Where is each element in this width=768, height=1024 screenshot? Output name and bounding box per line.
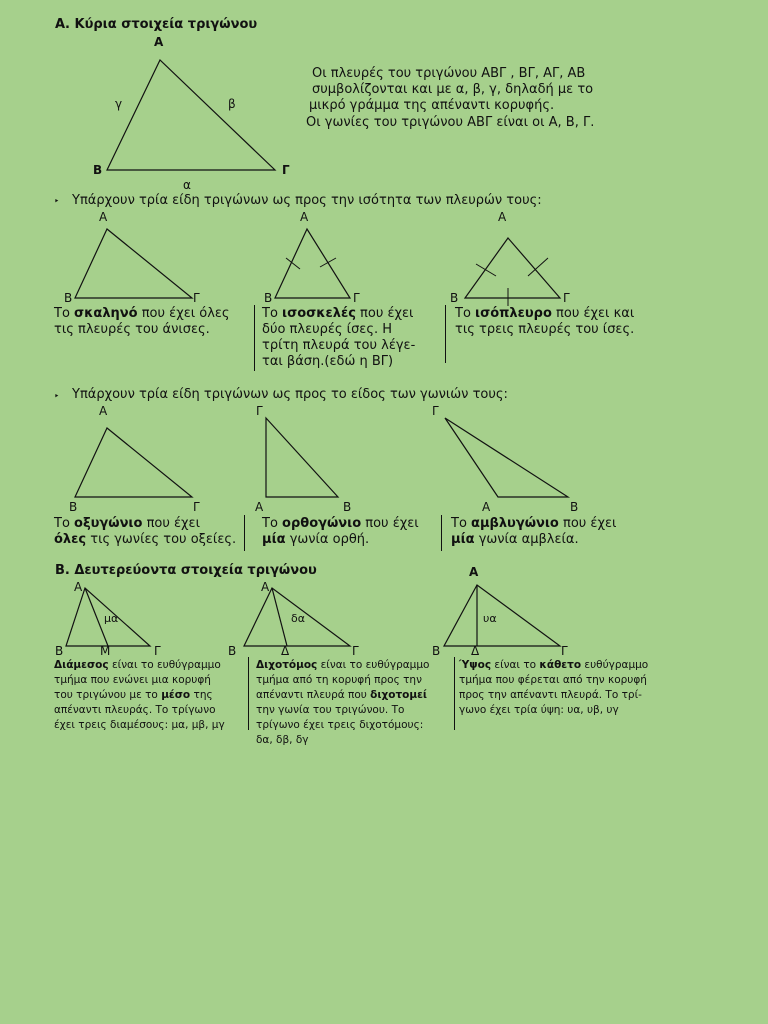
altitude-desc-line-4: γωνο έχει τρία ύψη: υα, υβ, υγ (459, 704, 619, 716)
intro-line-2: συμβολίζονται και με α, β, γ, δηλαδή με το (312, 82, 594, 97)
altitude-d-label: Δ (471, 644, 480, 658)
scalene-b-label: Β (64, 291, 73, 305)
isosceles-desc-line-2: δύο πλευρές ίσες. Η (262, 322, 393, 337)
section-b-title: Β. Δευτερεύοντα στοιχεία τριγώνου (55, 563, 317, 578)
bisector-d-label: Δ (281, 644, 290, 658)
equilateral-desc-line-1: Το ισόπλευρο που έχει και (455, 306, 635, 321)
acute-term: οξυγώνιο (74, 516, 143, 531)
altitude-top-label: Α (469, 565, 479, 579)
obtuse-desc-line-1: Το αμβλυγώνιο που έχει (451, 516, 617, 531)
vertex-b-label: Β (93, 163, 103, 177)
bullet-icon: ‣ (54, 197, 60, 207)
divider (248, 657, 249, 730)
median-segment-label: μα (104, 612, 119, 625)
isosceles-g-label: Γ (353, 291, 360, 305)
divider (244, 515, 245, 551)
main-triangle (107, 60, 275, 170)
bisector-g-label: Γ (352, 644, 359, 658)
obtuse-right-label: Β (570, 500, 579, 514)
bullet-icon: ‣ (54, 392, 60, 402)
right-left-label: Α (255, 500, 264, 514)
acute-desc-line-1: Το οξυγώνιο που έχει (54, 516, 200, 531)
section-a-title: Α. Κύρια στοιχεία τριγώνου (55, 17, 258, 32)
obtuse-top-label: Γ (432, 404, 439, 418)
isosceles-desc-line-3: τρίτη πλευρά του λέγε- (262, 338, 416, 353)
bisector-desc-line-1: Διχοτόμος είναι το ευθύγραμμο (256, 659, 430, 671)
acute-top-label: Α (99, 404, 108, 418)
bisector-desc-line-5: τρίγωνο έχει τρεις διχοτόμους: (256, 719, 424, 731)
scalene-term: σκαληνό (74, 306, 138, 321)
isosceles-a-label: Α (300, 210, 309, 224)
obtuse-term: αμβλυγώνιο (471, 516, 559, 531)
vertex-g-label: Γ (282, 163, 290, 177)
bisector-b-label: Β (228, 644, 237, 658)
side-g-label: γ (115, 97, 123, 111)
scalene-triangle (75, 229, 192, 298)
equilateral-g-label: Γ (563, 291, 570, 305)
right-top-label: Γ (256, 404, 263, 418)
right-desc-line-2: μία γωνία ορθή. (262, 532, 370, 547)
intro-line-3: μικρό γράμμα της απέναντι κορυφής. (309, 98, 555, 113)
divider (454, 657, 455, 730)
median-b-label: Β (55, 644, 64, 658)
obtuse-left-label: Α (482, 500, 491, 514)
side-a-label: α (183, 178, 191, 192)
intro-line-4: Οι γωνίες του τριγώνου ΑΒΓ είναι οι Α, Β, Γ. (306, 115, 595, 130)
sides-heading: Υπάρχουν τρία είδη τριγώνων ως προς την ισότητα των πλευρών τους: (72, 193, 542, 208)
bisector-a-label: Α (261, 580, 270, 594)
equilateral-term: ισόπλευρο (475, 306, 552, 321)
scalene-g-label: Γ (193, 291, 200, 305)
median-desc-line-2: τμήμα που ενώνει μια κορυφή (54, 674, 211, 686)
right-desc-line-1: Το ορθογώνιο που έχει (262, 516, 419, 531)
obtuse-desc-line-2: μία γωνία αμβλεία. (451, 532, 579, 547)
altitude-triangle (444, 585, 560, 646)
isosceles-term: ισοσκελές (282, 306, 356, 321)
bisector-segment (272, 588, 287, 646)
bisector-desc-line-2: τμήμα από τη κορυφή προς την (256, 674, 422, 686)
median-a-label: Α (74, 580, 83, 594)
altitude-b-label: Β (432, 644, 441, 658)
angles-heading: Υπάρχουν τρία είδη τριγώνων ως προς το είδος των γωνιών τους: (72, 387, 508, 402)
scalene-desc-line-2: τις πλευρές του άνισες. (54, 322, 210, 337)
acute-desc-line-2: όλες τις γωνίες του οξείες. (54, 532, 237, 547)
median-desc-line-5: έχει τρεις διαμέσους: μα, μβ, μγ (54, 719, 225, 731)
altitude-desc-line-3: προς την απέναντι πλευρά. Το τρί- (459, 689, 642, 701)
acute-triangle (75, 428, 192, 497)
acute-right-label: Γ (193, 500, 200, 514)
right-triangle (266, 418, 338, 497)
isosceles-desc-line-1: Το ισοσκελές που έχει (262, 306, 414, 321)
acute-left-label: Β (69, 500, 78, 514)
intro-line-1: Οι πλευρές του τριγώνου ΑΒΓ , ΒΓ, ΑΓ, ΑΒ (312, 66, 586, 81)
altitude-term: Ύψος (459, 659, 492, 671)
equilateral-triangle (465, 238, 560, 298)
equilateral-desc-line-2: τις τρεις πλευρές του ίσες. (455, 322, 635, 337)
equilateral-a-label: Α (498, 210, 507, 224)
divider (445, 305, 446, 363)
equilateral-b-label: Β (450, 291, 459, 305)
bisector-segment-label: δα (291, 612, 305, 625)
median-desc-line-1: Διάμεσος είναι το ευθύγραμμο (54, 659, 221, 671)
bisector-desc-line-4: την γωνία του τριγώνου. Το (256, 704, 405, 716)
right-right-label: Β (343, 500, 352, 514)
bisector-term: Διχοτόμος (256, 659, 318, 671)
median-g-label: Γ (154, 644, 161, 658)
scalene-a-label: Α (99, 210, 108, 224)
altitude-desc-line-2: τμήμα που φέρεται από την κορυφή (459, 674, 647, 686)
isosceles-b-label: Β (264, 291, 273, 305)
obtuse-triangle (445, 418, 568, 497)
equilateral-tick-left (476, 264, 496, 276)
median-term: Διάμεσος (54, 659, 109, 671)
divider (441, 515, 442, 551)
bisector-desc-line-3: απέναντι πλευρά που διχοτομεί (256, 689, 428, 701)
divider (254, 305, 255, 371)
isosceles-triangle (275, 229, 350, 298)
median-desc-line-4: απέναντι πλευράς. Το τρίγωνο (54, 704, 216, 716)
isosceles-desc-line-4: ται βάση.(εδώ η ΒΓ) (262, 354, 394, 369)
side-b-label: β (228, 97, 236, 111)
median-m-label: Μ (100, 644, 111, 658)
altitude-g-label: Γ (561, 644, 568, 658)
median-desc-line-3: του τριγώνου με το μέσο της (54, 689, 213, 701)
right-term: ορθογώνιο (282, 516, 362, 531)
vertex-a-label: Α (154, 35, 164, 49)
altitude-desc-line-1: Ύψος είναι το κάθετο ευθύγραμμο (459, 659, 649, 671)
scalene-desc-line-1: Το σκαληνό που έχει όλες (54, 306, 230, 321)
bisector-desc-line-6: δα, δβ, δγ (256, 734, 309, 746)
isosceles-tick-right (320, 258, 336, 267)
altitude-segment-label: υα (483, 612, 497, 625)
